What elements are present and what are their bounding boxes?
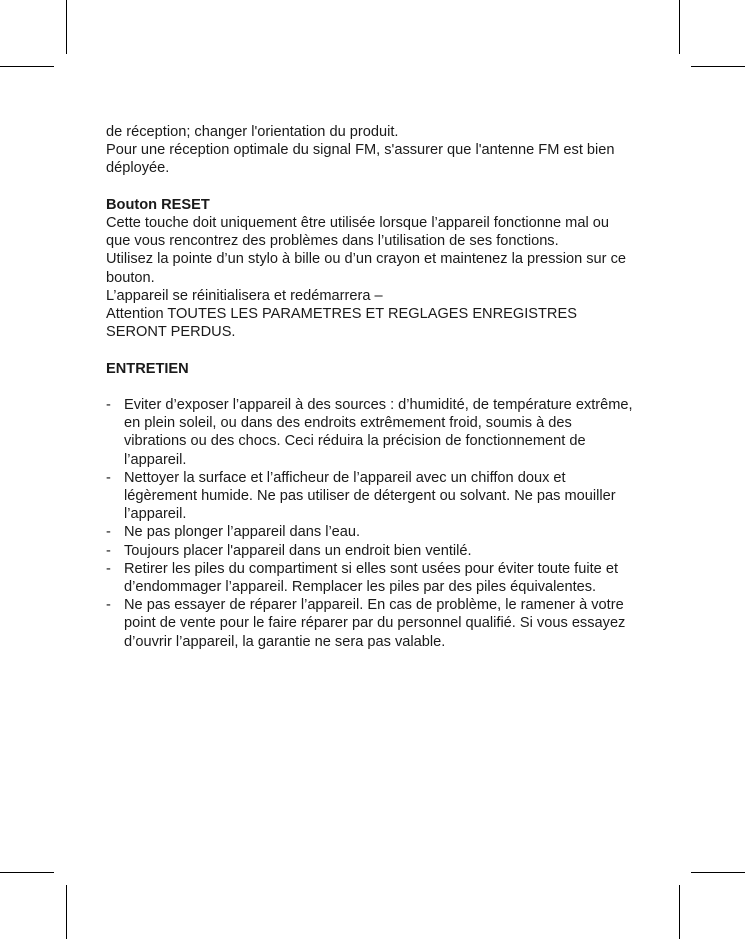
dash-bullet: -: [106, 397, 111, 413]
crop-mark-top-left-vertical: [66, 0, 67, 54]
list-item-text: Nettoyer la surface et l’afficheur de l’appareil avec un chiffon doux et légèrement humide. Ne pas utiliser de détergent ou solvant. Ne pas mouiller l’appareil.: [124, 469, 616, 523]
spacer: [106, 341, 636, 359]
crop-mark-bottom-right-vertical: [679, 885, 680, 939]
intro-line-2: Pour une réception optimale du signal FM, s'assurer que l'antenne FM est bien déployée.: [106, 142, 615, 177]
crop-mark-bottom-right-horizontal: [691, 872, 745, 873]
dash-bullet: -: [106, 524, 111, 541]
list-item: [106, 396, 636, 469]
page-content: [106, 123, 636, 651]
dash-bullet: -: [106, 469, 111, 486]
list-item-text: Ne pas essayer de réparer l’appareil. En cas de problème, le ramener à votre point de vente pour le faire réparer par du personnel qualifié. Si vous essayez d’ouvrir l’appareil, la garantie ne sera pas valable.: [124, 597, 626, 650]
reset-paragraph-2: Utilisez la pointe d’un stylo à bille ou d’un crayon et maintenez la pression sur ce bouton.: [106, 251, 626, 286]
list-item-text: Ne pas plonger l’appareil dans l’eau.: [124, 524, 361, 541]
list-item: [106, 560, 636, 596]
crop-mark-top-right-horizontal: [691, 66, 745, 67]
crop-mark-top-right-vertical: [679, 0, 680, 54]
crop-mark-top-left-horizontal: [0, 66, 54, 67]
list-item-text: Retirer les piles du compartiment si elles sont usées pour éviter toute fuite et d’endommager l’appareil. Remplacer les piles par des piles équivalentes.: [124, 560, 618, 596]
intro-line-1: de réception; changer l'orientation du produit.: [106, 124, 399, 140]
dash-bullet: -: [106, 542, 111, 559]
reset-paragraph-3: L’appareil se réinitialisera et redémarrera –: [106, 287, 383, 304]
crop-mark-bottom-left-vertical: [66, 885, 67, 939]
list-item: [106, 469, 636, 524]
dash-bullet: -: [106, 560, 111, 577]
list-item-text: Eviter d’exposer l’appareil à des sources : d’humidité, de température extrême, en plein soleil, ou dans des endroits extrêmement froid, soumis à des vibrations ou des chocs. Ceci réduira la précision de fonctionnement de l’appareil.: [124, 397, 633, 468]
reset-paragraph-1: Cette touche doit uniquement être utilisée lorsque l’appareil fonctionne mal ou que vous rencontrez des problèmes dans l’utilisation de ses fonctions.: [106, 215, 609, 250]
dash-bullet: -: [106, 597, 111, 614]
crop-mark-bottom-left-horizontal: [0, 872, 54, 873]
entretien-heading: ENTRETIEN: [106, 360, 189, 377]
entretien-list: [106, 396, 636, 651]
list-item: [106, 542, 636, 560]
reset-heading: Bouton RESET: [106, 196, 210, 213]
list-item: [106, 523, 636, 541]
list-item-text: Toujours placer l'appareil dans un endroit bien ventilé.: [124, 542, 472, 559]
spacer: [106, 178, 636, 196]
reset-warning: Attention TOUTES LES PARAMETRES ET REGLAGES ENREGISTRES SERONT PERDUS.: [106, 306, 577, 341]
list-item: [106, 596, 636, 651]
spacer: [106, 378, 636, 396]
